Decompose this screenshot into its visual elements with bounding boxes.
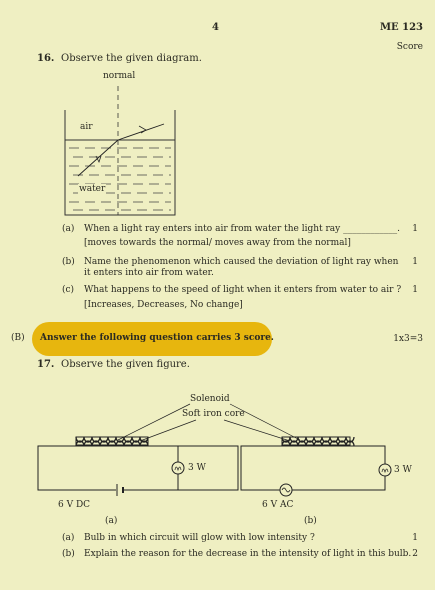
q16a-label: (a) [62,224,75,234]
soft-iron-core-label: Soft iron core [182,409,245,419]
q17-number: 17. [37,359,55,370]
score-header: Score [396,42,423,52]
caption-a: (a) [105,516,118,526]
q16a-score: 1 [412,224,418,234]
q16a-options: [moves towards the normal/ moves away from the normal] [84,238,351,248]
section-b-label: (B) [11,333,25,343]
ray-in-air [118,124,164,140]
q17b-label: (b) [62,549,75,559]
air-label: air [80,122,93,132]
bulb-b-label: 3 W [394,465,412,475]
q16b-label: (b) [62,257,75,267]
solenoid-pointer-a [118,404,190,440]
q16b-text: Name the phenomenon which caused the deviation of light ray when it enters into air from water. [84,257,399,278]
page-number: 4 [212,22,219,33]
ac-source-label: 6 V AC [262,500,294,510]
q17a-score: 1 [412,533,418,543]
circuit-a [38,437,238,496]
circuit-b [241,437,391,496]
core-pointer-b [224,420,290,441]
q16-prompt: Observe the given diagram. [61,53,202,64]
section-b-title: Answer the following question carries 3 score. [40,333,274,343]
bulb-a-label: 3 W [188,463,206,473]
ray-in-water [78,140,118,176]
q17b-text: Explain the reason for the decrease in the intensity of light in this bulb. [84,549,412,559]
q16c-options: [Increases, Decreases, No change] [84,300,243,310]
q16a-text: When a light ray enters into air from water the light ray ____________. [84,224,400,234]
section-b-marks: 1x3=3 [393,334,423,344]
q17b-score: 2 [412,549,418,559]
q17a-text: Bulb in which circuit will glow with low intensity ? [84,533,315,543]
q16c-score: 1 [412,285,418,295]
water-label: water [79,184,106,194]
q16c-label: (c) [62,285,75,295]
q16-number: 16. [37,53,55,64]
dc-source-label: 6 V DC [58,500,91,510]
core-pointer-a [140,420,196,441]
q16c-text: What happens to the speed of light when it enters from water to air ? [84,285,402,295]
q17-prompt: Observe the given figure. [61,359,190,370]
exam-code: ME 123 [379,22,423,33]
solenoid-label: Solenoid [190,394,230,404]
caption-b: (b) [304,516,317,526]
q16b-score: 1 [412,257,418,267]
water-hatching [69,148,171,210]
normal-label: normal [103,71,136,81]
q17a-label: (a) [62,533,75,543]
